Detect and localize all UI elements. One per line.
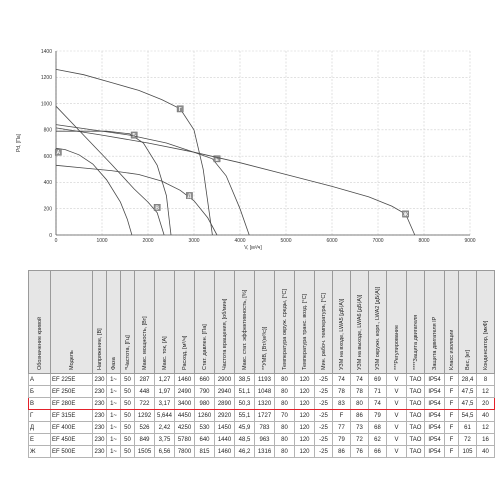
- table-cell: 72: [351, 434, 369, 446]
- table-body: [29, 374, 495, 458]
- table-cell: 50: [121, 434, 135, 446]
- table-cell: 980: [195, 398, 215, 410]
- table-cell: -25: [315, 434, 333, 446]
- table-cell: 48,5: [235, 434, 255, 446]
- table-cell: 74: [333, 374, 351, 386]
- column-header-label: Защита двигателя IP: [431, 316, 438, 370]
- table-cell: -25: [315, 410, 333, 422]
- table-row: [29, 422, 495, 434]
- table-row: [29, 410, 495, 422]
- column-header: [459, 271, 477, 374]
- table-cell: 45,9: [235, 422, 255, 434]
- column-header-label: Макс. мощность, [Вт]: [141, 316, 148, 370]
- column-header: [407, 271, 425, 374]
- table-cell: 1~: [107, 386, 121, 398]
- series-line: [56, 165, 217, 235]
- column-header-label: Класс изоляции: [448, 329, 455, 370]
- table-cell: 530: [195, 422, 215, 434]
- table-cell: 120: [295, 446, 315, 458]
- table-cell: 1440: [215, 434, 235, 446]
- table-cell: IP54: [425, 374, 445, 386]
- table-cell: 640: [195, 434, 215, 446]
- table-cell: 86: [351, 410, 369, 422]
- table-cell: -25: [315, 422, 333, 434]
- table-cell: 3,17: [155, 398, 175, 410]
- table-cell: 963: [255, 434, 275, 446]
- table-cell: F: [445, 434, 459, 446]
- column-header-label: Расход, [м³/ч]: [181, 335, 188, 370]
- column-header-label: УЗМ на выходе, LWA6 [дБ(А)]: [356, 294, 363, 370]
- table-cell: 1,27: [155, 374, 175, 386]
- table-cell: 120: [295, 374, 315, 386]
- table-cell: 7800: [175, 446, 195, 458]
- table-cell: 12: [477, 386, 495, 398]
- table-cell: 3,75: [155, 434, 175, 446]
- table-cell: 1~: [107, 410, 121, 422]
- table-cell: 86: [333, 446, 351, 458]
- table-cell: 62: [369, 434, 387, 446]
- table-cell: 1316: [255, 446, 275, 458]
- table-cell: IP54: [425, 410, 445, 422]
- x-tick-label: 1000: [96, 238, 108, 244]
- table-cell: 80: [275, 434, 295, 446]
- table-cell: 4450: [175, 410, 195, 422]
- table-cell: 50: [121, 410, 135, 422]
- table-cell: 1460: [215, 446, 235, 458]
- y-tick-label: 800: [43, 127, 52, 134]
- table-row: [29, 446, 495, 458]
- y-tick-label: 1400: [40, 48, 52, 55]
- table-cell: 80: [275, 398, 295, 410]
- table-cell: 80: [275, 446, 295, 458]
- table-cell: 1460: [175, 374, 195, 386]
- model-cell: EF 250E: [51, 386, 93, 398]
- table-cell: 74: [351, 374, 369, 386]
- table-cell: 1~: [107, 422, 121, 434]
- column-header-label: УЗМ окружн. корп., LWA2 [дБ(А)]: [374, 286, 381, 370]
- x-tick-label: 3000: [188, 238, 200, 244]
- table-cell: V: [387, 422, 407, 434]
- table-cell: 66: [369, 446, 387, 458]
- column-header: [215, 271, 235, 374]
- column-header: [51, 271, 93, 374]
- table-cell: 230: [93, 446, 107, 458]
- table-cell: 1320: [255, 398, 275, 410]
- series-line: [56, 131, 171, 235]
- table-cell: IP54: [425, 386, 445, 398]
- column-header-label: Напряжение, [В]: [96, 328, 103, 370]
- table-cell: IP54: [425, 446, 445, 458]
- table-cell: 61: [459, 422, 477, 434]
- column-header-label: Фаза: [110, 357, 117, 370]
- table-cell: 815: [195, 446, 215, 458]
- table-cell: 50,3: [235, 398, 255, 410]
- column-header: [275, 271, 295, 374]
- table-cell: 2,42: [155, 422, 175, 434]
- table-cell: -25: [315, 386, 333, 398]
- x-tick-label: 2000: [142, 238, 154, 244]
- table-cell: 660: [195, 374, 215, 386]
- column-header: [477, 271, 495, 374]
- model-cell: EF 500E: [51, 446, 93, 458]
- column-header: [155, 271, 175, 374]
- y-tick-label: 0: [49, 232, 52, 239]
- model-cell: EF 225E: [51, 374, 93, 386]
- table-cell: F: [333, 410, 351, 422]
- table-cell: 722: [135, 398, 155, 410]
- table-cell: 20: [477, 398, 495, 410]
- column-header: [315, 271, 333, 374]
- specification-table: [28, 270, 495, 458]
- column-header: [425, 271, 445, 374]
- table-cell: 230: [93, 434, 107, 446]
- table-row: [29, 434, 495, 446]
- table-header-row: [29, 271, 495, 374]
- table-cell: 46,2: [235, 446, 255, 458]
- table-cell: 1450: [215, 422, 235, 434]
- table-cell: V: [387, 410, 407, 422]
- x-tick-label: 4000: [234, 238, 246, 244]
- x-tick-label: 0: [54, 238, 58, 244]
- table-cell: V: [387, 446, 407, 458]
- table-cell: 120: [295, 386, 315, 398]
- column-header: [29, 271, 51, 374]
- curve-label-cell: Г: [29, 410, 51, 422]
- column-header: [369, 271, 387, 374]
- table-cell: TAO: [407, 410, 425, 422]
- x-tick-label: 7000: [372, 238, 384, 244]
- specification-table-wrapper: [28, 270, 489, 458]
- table-cell: 526: [135, 422, 155, 434]
- series-5: [56, 125, 249, 235]
- table-cell: IP54: [425, 422, 445, 434]
- table-row: [29, 386, 495, 398]
- series-marker-label: Д: [187, 193, 192, 200]
- table-cell: F: [445, 386, 459, 398]
- table-cell: 79: [369, 410, 387, 422]
- model-cell: EF 400E: [51, 422, 93, 434]
- table-cell: 4250: [175, 422, 195, 434]
- table-cell: 120: [295, 434, 315, 446]
- table-cell: 28,4: [459, 374, 477, 386]
- column-header: [93, 271, 107, 374]
- table-cell: 40: [477, 410, 495, 422]
- table-cell: 12: [477, 422, 495, 434]
- table-cell: 77: [333, 422, 351, 434]
- table-cell: 50: [121, 386, 135, 398]
- curve-label-cell: В: [29, 398, 51, 410]
- table-cell: 83: [333, 398, 351, 410]
- table-cell: F: [445, 446, 459, 458]
- table-cell: TAO: [407, 374, 425, 386]
- series-3: [56, 69, 212, 235]
- table-cell: 105: [459, 446, 477, 458]
- table-cell: 1505: [135, 446, 155, 458]
- table-cell: 1~: [107, 446, 121, 458]
- table-cell: 72: [459, 434, 477, 446]
- table-cell: 80: [351, 398, 369, 410]
- table-cell: 47,5: [459, 386, 477, 398]
- table-cell: 50: [121, 446, 135, 458]
- table-cell: 50: [121, 374, 135, 386]
- table-cell: 790: [195, 386, 215, 398]
- table-cell: 2890: [215, 398, 235, 410]
- table-cell: IP54: [425, 434, 445, 446]
- table-cell: 1,97: [155, 386, 175, 398]
- series-marker-label: Б: [132, 133, 136, 140]
- x-tick-label: 5000: [280, 238, 292, 244]
- table-cell: 78: [351, 386, 369, 398]
- table-cell: 80: [275, 386, 295, 398]
- table-cell: V: [387, 386, 407, 398]
- column-header: [135, 271, 155, 374]
- column-header: [175, 271, 195, 374]
- table-cell: 120: [295, 410, 315, 422]
- series-marker-label: Ж: [403, 211, 408, 218]
- column-header-label: УЗМ на входе, LWA5 [дБ(А)]: [338, 298, 345, 370]
- column-header-label: Стат. давлен. [Па]: [201, 324, 208, 370]
- table-cell: 71: [369, 386, 387, 398]
- table-cell: 69: [369, 374, 387, 386]
- column-header-label: Макс. ток, [А]: [161, 336, 168, 370]
- x-tick-label: 8000: [418, 238, 430, 244]
- table-cell: 230: [93, 374, 107, 386]
- column-header: [235, 271, 255, 374]
- series-0: [55, 148, 132, 235]
- series-marker-label: В: [155, 205, 160, 212]
- table-cell: V: [387, 374, 407, 386]
- column-header-label: ***Регулирование: [393, 324, 400, 370]
- table-cell: F: [445, 422, 459, 434]
- table-cell: 1~: [107, 434, 121, 446]
- column-header: [351, 271, 369, 374]
- table-cell: TAO: [407, 434, 425, 446]
- column-header: [333, 271, 351, 374]
- table-cell: 1260: [195, 410, 215, 422]
- table-cell: 76: [351, 446, 369, 458]
- table-cell: 2920: [215, 410, 235, 422]
- table-cell: -25: [315, 374, 333, 386]
- table-cell: 70: [275, 410, 295, 422]
- table-cell: 1292: [135, 410, 155, 422]
- table-cell: 230: [93, 422, 107, 434]
- table-cell: 1048: [255, 386, 275, 398]
- model-cell: EF 315E: [51, 410, 93, 422]
- x-axis-label: V, [м³/ч]: [244, 245, 262, 251]
- column-header: [121, 271, 135, 374]
- table-cell: 79: [333, 434, 351, 446]
- table-cell: 1193: [255, 374, 275, 386]
- series-marker-label: Г: [178, 106, 182, 113]
- table-cell: 230: [93, 410, 107, 422]
- column-header-label: Мин. рабоч. температура, [°С]: [320, 293, 327, 370]
- table-cell: 849: [135, 434, 155, 446]
- table-cell: TAO: [407, 422, 425, 434]
- table-cell: 287: [135, 374, 155, 386]
- series-line: [56, 69, 212, 235]
- table-cell: TAO: [407, 398, 425, 410]
- table-cell: -25: [315, 398, 333, 410]
- table-cell: 6,56: [155, 446, 175, 458]
- table-cell: 120: [295, 422, 315, 434]
- table-cell: 1727: [255, 410, 275, 422]
- curve-label-cell: Е: [29, 434, 51, 446]
- column-header-label: Вес, [кг]: [464, 349, 471, 370]
- model-cell: EF 280E: [51, 398, 93, 410]
- table-cell: 3400: [175, 398, 195, 410]
- table-cell: 783: [255, 422, 275, 434]
- curve-label-cell: Д: [29, 422, 51, 434]
- column-header: [387, 271, 407, 374]
- table-row: [29, 374, 495, 386]
- column-header-label: Обозначение кривой: [36, 316, 43, 370]
- table-cell: TAO: [407, 446, 425, 458]
- model-cell: EF 450E: [51, 434, 93, 446]
- column-header: [195, 271, 215, 374]
- column-header-label: Макс. стат. эффективность, [%]: [241, 289, 248, 370]
- table-cell: 2490: [175, 386, 195, 398]
- series-line: [56, 128, 415, 235]
- table-cell: 120: [295, 398, 315, 410]
- table-cell: V: [387, 434, 407, 446]
- table-cell: 51,1: [235, 386, 255, 398]
- table-cell: 5780: [175, 434, 195, 446]
- series-marker-label: А: [56, 150, 61, 157]
- table-cell: 50: [121, 398, 135, 410]
- column-header: [255, 271, 275, 374]
- y-tick-label: 400: [43, 180, 52, 187]
- column-header-label: Частота вращения, [об/мин]: [221, 298, 228, 370]
- column-header-label: Модель: [68, 350, 75, 370]
- column-header-label: Конденсатор, [мкФ]: [482, 320, 489, 370]
- y-tick-label: 1200: [40, 75, 52, 82]
- series-4: [56, 165, 217, 235]
- column-header-label: Температура транс. возд. [°С]: [301, 293, 308, 370]
- y-tick-label: 1000: [40, 101, 52, 108]
- table-cell: V: [387, 398, 407, 410]
- y-tick-label: 200: [43, 206, 52, 213]
- table-row: [29, 398, 495, 410]
- table-cell: 16: [477, 434, 495, 446]
- table-cell: TAO: [407, 386, 425, 398]
- table-cell: 8: [477, 374, 495, 386]
- y-tick-label: 600: [43, 153, 52, 160]
- table-cell: F: [445, 398, 459, 410]
- curve-label-cell: А: [29, 374, 51, 386]
- table-cell: 1~: [107, 398, 121, 410]
- x-tick-label: 6000: [326, 238, 338, 244]
- table-cell: 1~: [107, 374, 121, 386]
- table-cell: 38,5: [235, 374, 255, 386]
- series-1: [56, 131, 171, 235]
- table-cell: 448: [135, 386, 155, 398]
- table-cell: 68: [369, 422, 387, 434]
- curve-label-cell: Ж: [29, 446, 51, 458]
- x-tick-label: 9000: [464, 238, 476, 244]
- table-cell: -25: [315, 446, 333, 458]
- column-header-label: ****Защита двигателя: [412, 314, 419, 370]
- table-cell: 50: [121, 422, 135, 434]
- column-header-label: *Частота, [Гц]: [124, 335, 131, 370]
- series-line: [56, 148, 132, 235]
- column-header: [107, 271, 121, 374]
- column-header: [295, 271, 315, 374]
- table-cell: 230: [93, 386, 107, 398]
- table-cell: 54,5: [459, 410, 477, 422]
- column-header-label: Температура окруж. среды, [°С]: [281, 288, 288, 370]
- table-cell: F: [445, 410, 459, 422]
- table-cell: 5,644: [155, 410, 175, 422]
- series-marker-label: Е: [215, 156, 219, 163]
- table-cell: 47,5: [459, 398, 477, 410]
- table-cell: IP54: [425, 398, 445, 410]
- table-cell: 2940: [215, 386, 235, 398]
- table-cell: 80: [275, 374, 295, 386]
- table-cell: 55,1: [235, 410, 255, 422]
- column-header-label: **УМВ, [Вт/(м³/с)]: [261, 326, 268, 370]
- series-6: [56, 128, 415, 235]
- table-cell: 80: [275, 422, 295, 434]
- series-line: [56, 125, 249, 235]
- table-cell: 74: [369, 398, 387, 410]
- curve-label-cell: Б: [29, 386, 51, 398]
- y-axis-label: Pd, [Па]: [16, 133, 22, 153]
- table-cell: 78: [333, 386, 351, 398]
- table-cell: 73: [351, 422, 369, 434]
- table-cell: 40: [477, 446, 495, 458]
- table-cell: F: [445, 374, 459, 386]
- table-cell: 2900: [215, 374, 235, 386]
- column-header: [445, 271, 459, 374]
- table-cell: 230: [93, 398, 107, 410]
